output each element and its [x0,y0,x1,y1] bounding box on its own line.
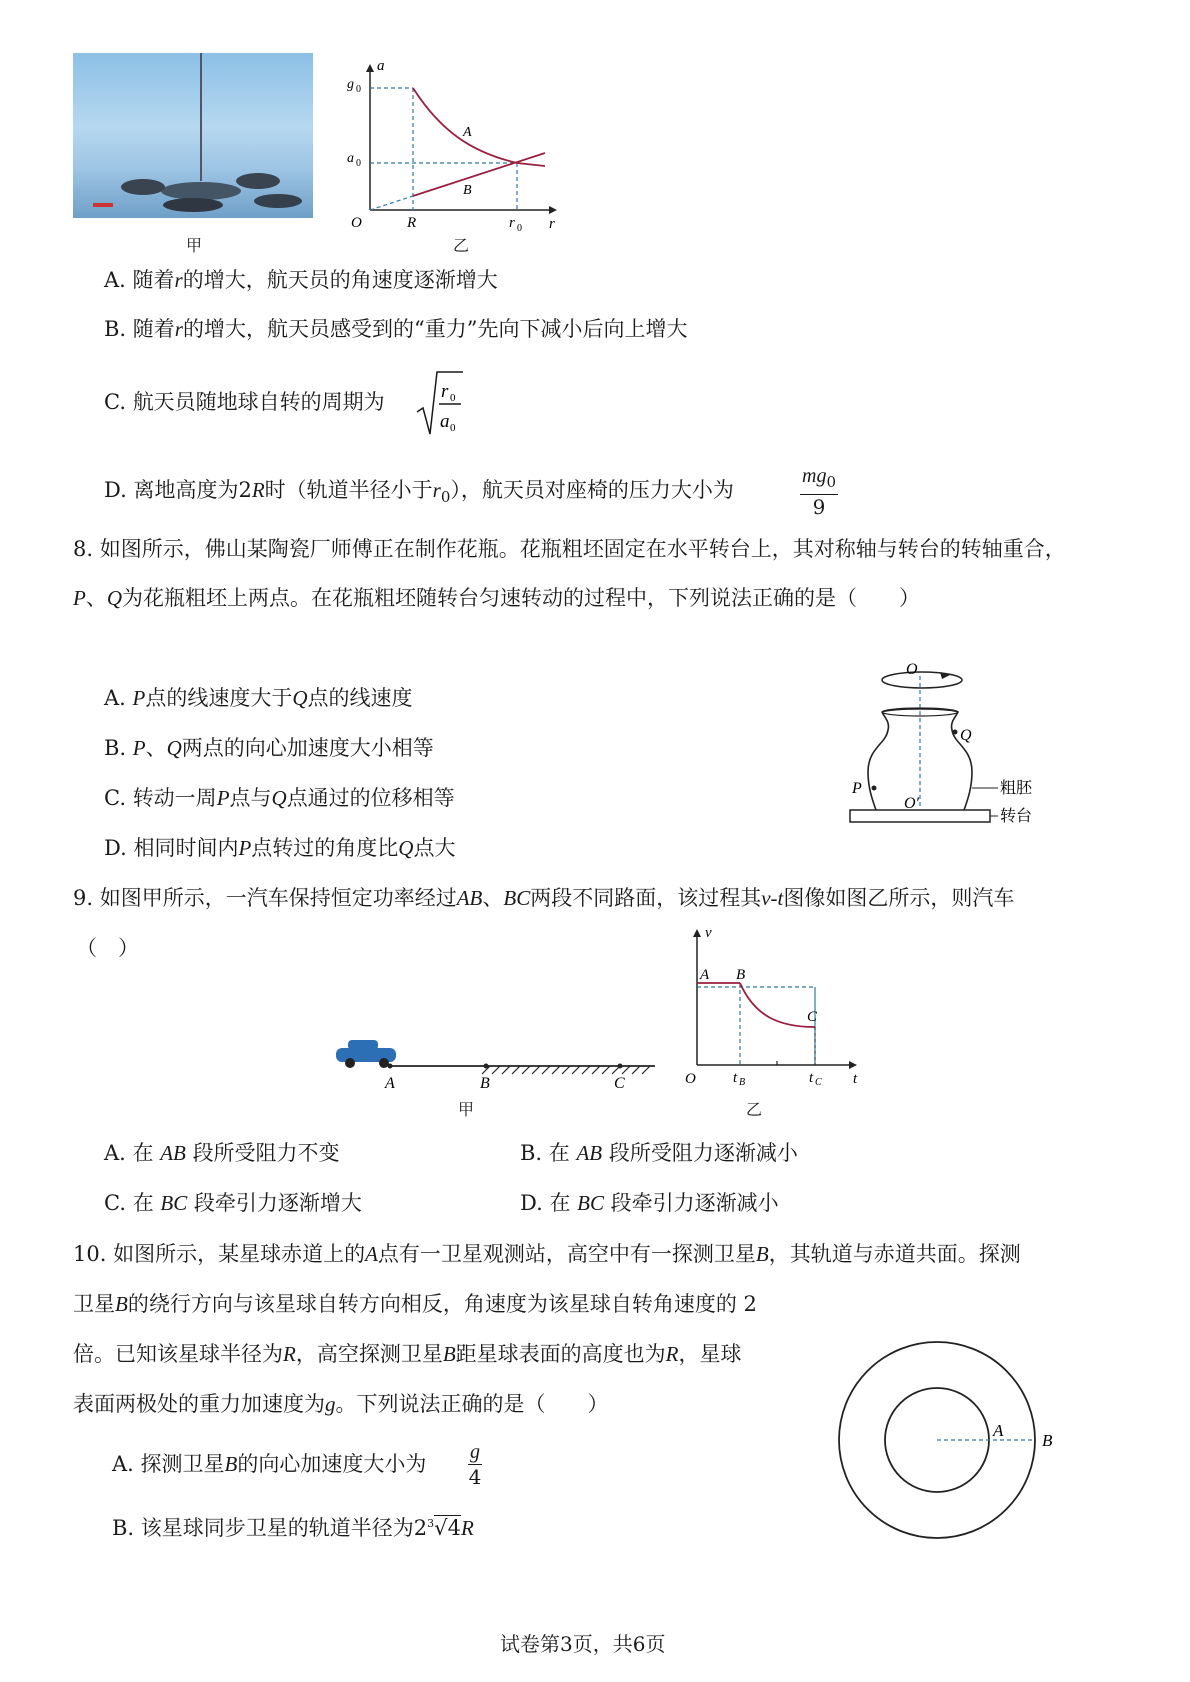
space-elevator-illustration [73,53,313,218]
q9-option-c: C. 在 BC 段牵引力逐渐增大 [104,1191,362,1215]
road-point-a: A [385,1075,395,1092]
q10-a-fraction: $\frac{g}{4}$ [468,1441,482,1489]
q9-stem-line2: （ ） [76,936,139,960]
q7-option-d: D. 离地高度为2R时（轨道半径小于$r_0$），航天员对座椅的压力大小为 [104,478,734,507]
q9-option-b: B. 在 AB 段所受阻力逐渐减小 [520,1141,798,1165]
vt-point-b: B [736,967,746,983]
svg-text:0: 0 [450,422,456,434]
origin-label: O [351,215,362,231]
vt-tb-label: t [733,1070,738,1085]
space-elevator-photo [73,53,313,218]
svg-text:r: r [441,381,449,402]
q10-stem-line4: 表面两极处的重力加速度为g。下列说法正确的是（ ） [73,1392,609,1416]
orbit-figure [835,1340,1075,1540]
svg-text:0: 0 [450,392,456,404]
acceleration-radius-graph [345,60,565,232]
vase-figure [840,660,1060,835]
q8-option-a: A. P点的线速度大于Q点的线速度 [104,686,413,710]
vt-origin: O [685,1071,696,1085]
turntable-label: 转台 [1000,808,1033,825]
curve-a [413,88,545,166]
vt-point-a: A [700,967,710,983]
q8-option-d: D. 相同时间内P点转过的角度比Q点大 [104,836,456,860]
r-R-label: R [407,215,417,231]
q9-stem-line1: 9. 如图甲所示，一汽车保持恒定功率经过AB、BC两段不同路面，该过程其v-t图像如图乙所示，则汽车 [73,886,1015,910]
satellite-b-label: B [1042,1431,1053,1450]
r0-subscript: 0 [517,223,522,232]
g0-subscript: 0 [356,84,361,95]
vt-tb-subscript: B [739,1077,746,1085]
velocity-time-graph [685,925,865,1085]
q7-option-b: B. 随着r的增大，航天员感受到的“重力”先向下减小后向上增大 [104,317,688,341]
a0-subscript: 0 [356,158,361,169]
q9-option-a: A. 在 AB 段所受阻力不变 [104,1141,340,1165]
q8-stem-line1: 8. 如图所示，佛山某陶瓷厂师傅正在制作花瓶。花瓶粗坯固定在水平转台上，其对称轴与转台的转轴重合， [73,537,1066,561]
photo-caption: 甲 [186,236,203,255]
q7-option-c: C. 航天员随地球自转的周期为 [104,390,385,414]
vt-point-c: C [807,1009,818,1025]
g0-label: g [347,77,354,92]
page-footer: 试卷第3页，共6页 [500,1632,666,1656]
vase-point-p: P [852,780,862,797]
axis-r-label: r [549,216,555,232]
q8-option-c: C. 转动一周P点与Q点通过的位移相等 [104,786,455,810]
q8-stem-line2: P、Q为花瓶粗坯上两点。在花瓶粗坯随转台匀速转动的过程中，下列说法正确的是（ ） [73,586,920,610]
station-a-label: A [993,1421,1004,1440]
vase-body-label: 粗胚 [1000,780,1033,797]
vt-caption: 乙 [746,1100,763,1119]
sqrt-fraction [415,368,465,438]
road-caption: 甲 [458,1100,475,1119]
vt-axis-t: t [853,1071,858,1085]
vase-axis-o-prime: O′ [904,795,920,812]
road-figure [330,1030,670,1110]
q10-stem-line1: 10. 如图所示，某星球赤道上的A点有一卫星观测站，高空中有一探测卫星B，其轨道与赤道共面。探测 [73,1242,1021,1266]
road-point-c: C [614,1075,625,1092]
q10-stem-line2: 卫星B的绕行方向与该星球自转方向相反，角速度为该星球自转角速度的 2 [73,1292,757,1316]
vt-axis-v: v [705,925,712,941]
curve-a-label: A [463,125,472,140]
q10-stem-line3: 倍。已知该星球半径为R，高空探测卫星B距星球表面的高度也为R，星球 [73,1342,742,1366]
q7-option-a: A. 随着r的增大，航天员的角速度逐渐增大 [104,268,498,292]
vt-segment-bc [740,983,815,1027]
vt-tc-subscript: C [815,1077,822,1085]
q9-option-d: D. 在 BC 段牵引力逐渐减小 [520,1191,779,1215]
vase-axis-o: O [906,661,918,678]
axis-a-label: a [377,60,385,74]
q10-option-a: A. 探测卫星B的向心加速度大小为 [112,1452,427,1476]
q8-option-b: B. P、Q两点的向心加速度大小相等 [104,736,434,760]
graph-caption: 乙 [453,236,470,255]
vase-point-q: Q [960,727,972,744]
vt-tc-label: t [809,1070,814,1085]
svg-text:a: a [440,411,450,432]
q10-option-b: B. 该星球同步卫星的轨道半径为$2^3√4R$ [112,1516,474,1540]
q7-d-fraction: $\frac{mg_0}{9}$ [802,465,836,519]
road-point-b: B [480,1075,490,1092]
r0-label: r [509,215,515,231]
turntable [850,810,990,822]
line-b-label: B [463,183,472,198]
a0-label: a [347,151,354,166]
line-b [413,153,545,196]
